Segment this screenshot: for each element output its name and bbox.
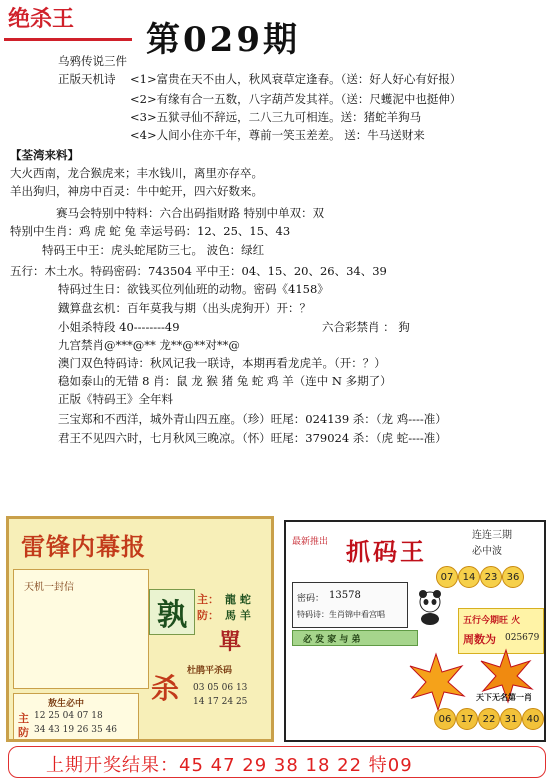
glyph-box — [149, 581, 269, 661]
zhu-numbers: 12 25 04 07 18 — [34, 711, 103, 721]
leifeng-card — [6, 516, 274, 742]
section-line: 特别中生肖：鸡 虎 蛇 兔 幸运号码：12、25、15、43 — [10, 224, 291, 238]
burst-icon — [406, 652, 466, 712]
poem-line-1: <1>富贵在天不由人，秋风衰草定逢春。（送：好人好心有好报） — [130, 72, 462, 86]
section-line: 鐡算盘玄机：百年莫我与期（出头虎狗开）开：？ — [58, 301, 311, 315]
stage-label-2: 必中波 — [472, 546, 502, 557]
codes-row-2: 14 17 24 25 — [193, 697, 248, 707]
fang-label: 防 — [18, 726, 29, 739]
poem-intro: 乌鸦传说三件 — [58, 54, 127, 68]
glyph-main: 孰 — [157, 598, 187, 633]
fang-tag: 防： — [197, 609, 219, 622]
glyph-side: 單 — [219, 629, 242, 655]
fang-numbers: 34 43 19 26 35 46 — [34, 725, 118, 735]
last-result-text: 上期开奖结果：45 47 29 38 18 22 特09 — [46, 755, 413, 776]
zhu-label: 主 — [18, 712, 29, 725]
ball-bottom: 22 — [478, 708, 500, 730]
kill-glyph: 杀 — [151, 672, 180, 705]
section-line: 特码王中王：虎头蛇尾防三七。 波色：绿红 — [42, 243, 265, 257]
must-hit-badge: 敖生必中 — [48, 699, 85, 709]
zhou-label: 周数为 — [463, 633, 496, 646]
ball-bottom: 06 — [434, 708, 456, 730]
section-line: 九宫禁肖@***@** 龙**@**对**@ — [58, 338, 240, 352]
must-hit-box — [13, 693, 139, 741]
section-line: 特码过生日：欲钱买位列仙班的动物。密码《4158》 — [58, 282, 329, 296]
brand-underline — [4, 38, 132, 41]
poem-line-2: <2>有缘有合一五数，八字葫芦发其祥。（送：尺蠖泥中也挺伸） — [130, 92, 462, 106]
ball-bottom: 31 — [500, 708, 522, 730]
ball-top: 07 — [436, 566, 458, 588]
zhuama-card — [284, 520, 546, 742]
poem-line-3: <3>五狱寻仙不辞远，二八三九可相连。送：猪蛇羊狗马 — [130, 110, 422, 124]
section-line: 正版《特码王》全年料 — [58, 392, 173, 406]
secret-letter-box — [13, 569, 149, 689]
glyph-main-box — [149, 589, 195, 635]
section-line: 三宝郑和不西洋，城外青山四五座。（珍）旺尾：024139 杀：（龙 鸡----准） — [58, 412, 447, 426]
zodiac-main: 龍 蛇 — [225, 593, 251, 606]
poem-label: 正版天机诗 — [58, 72, 116, 86]
fortune-banner-text: 必 发 家 与 弟 — [303, 635, 361, 645]
zhu-tag: 主： — [197, 593, 219, 606]
zhuama-subtitle: 最新推出 — [292, 537, 329, 547]
section-line: 澳门双色特码诗：秋风记我一联诗，本期再看龙虎羊。（开：？） — [58, 356, 386, 370]
zhou-number: 025679 — [505, 633, 540, 643]
ball-bottom: 40 — [522, 708, 544, 730]
fortune-banner — [292, 630, 418, 646]
poem-line-4: <4>人间小住亦千年，尊前一笑玉差差。 送：牛马送财来 — [130, 128, 425, 142]
section-line: 赛马会特别中特料：六合出码指财路 特别中单双：双 — [56, 206, 325, 220]
section-line: 六合彩禁肖 ： 狗 — [322, 320, 410, 334]
zodiac-side: 馬 羊 — [225, 609, 251, 622]
section-line: 五行：木土水。特码密码：743504 平中王：04、15、20、26、34、39 — [10, 264, 387, 278]
tianxia-label: 天下无名第一肖 — [476, 692, 532, 702]
issue-number: 第029期 — [146, 20, 300, 60]
codes-row-1: 03 05 06 13 — [193, 683, 248, 693]
ball-top: 23 — [480, 566, 502, 588]
section-line: 君王不见四六时，七月秋风三晚凉。（怀）旺尾：379024 杀：（虎 蛇----准） — [58, 431, 447, 445]
code-title: 杜鹃平杀码 — [187, 666, 233, 676]
code-value: 13578 — [329, 590, 361, 601]
stage-label: 连连三期 — [472, 530, 512, 541]
panda-icon — [410, 586, 450, 626]
secret-letter-title: 天机一封信 — [24, 582, 74, 593]
ball-top: 36 — [502, 566, 524, 588]
section-heading: 【荃湾来料】 — [10, 148, 79, 162]
ball-top: 14 — [458, 566, 480, 588]
section-line: 稳如泰山的无错 8 肖：鼠 龙 猴 猪 兔 蛇 鸡 羊（连中 N 多期了） — [58, 374, 392, 388]
wuxing-label: 五行今期旺 火 — [463, 616, 521, 626]
code-info-box — [292, 582, 408, 628]
section-line: 羊出狗归，神房中百灵：牛中蛇开，四六好数来。 — [10, 184, 263, 198]
zhuama-title: 抓码王 — [346, 537, 427, 566]
section-line: 大火西南，龙合猴虎来；丰水钱川，离里亦存卒。 — [10, 166, 263, 180]
brand-title: 绝杀王 — [8, 7, 75, 32]
section-line: 小姐杀特段 40--------49 — [58, 320, 180, 334]
leifeng-title: 雷锋内幕报 — [21, 532, 146, 561]
ball-bottom: 17 — [456, 708, 478, 730]
code-label: 密码： — [297, 594, 325, 604]
special-poem: 特码诗：生肖锦中看宫唱 — [297, 610, 385, 619]
